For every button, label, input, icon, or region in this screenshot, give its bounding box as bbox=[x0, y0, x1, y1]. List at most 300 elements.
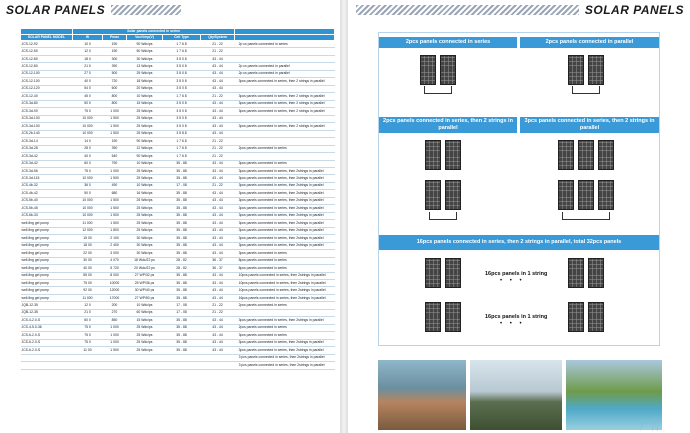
table-cell: 30 Wdc/ps bbox=[127, 235, 163, 242]
table-cell: 36 0 bbox=[73, 182, 103, 189]
solar-panel-icon bbox=[445, 180, 461, 210]
table-cell: 8pcs panels connected in series bbox=[235, 265, 335, 272]
table-cell: 390 bbox=[103, 63, 127, 70]
table-row bbox=[21, 55, 335, 62]
table-row bbox=[21, 115, 335, 122]
table-cell: 3pcs panels connected in series, then 2 strings in parallel bbox=[235, 108, 335, 115]
table-cell bbox=[201, 354, 235, 361]
table-cell: 1 000 bbox=[103, 339, 127, 346]
table-cell: 35 - 88 bbox=[163, 197, 201, 204]
table-cell: 35 - 88 bbox=[163, 220, 201, 227]
table-cell: 14 0 bbox=[73, 138, 103, 145]
table-cell: 43 - 44 bbox=[201, 332, 235, 339]
table-cell: 25 Wdc/ps bbox=[127, 332, 163, 339]
table-cell: 3 5 0 8 bbox=[163, 55, 201, 62]
table-cell: 3pcs panels connected in series, then 2 strings in parallel bbox=[235, 78, 335, 85]
table-cell bbox=[235, 138, 335, 145]
table-cell: 35 - 88 bbox=[163, 272, 201, 279]
table-row bbox=[21, 108, 335, 115]
table-cell: 21 - 22 bbox=[201, 153, 235, 160]
table-cell: 3 5 0 8 bbox=[163, 108, 201, 115]
table-cell: 10 000 bbox=[73, 115, 103, 122]
table-cell: 850 bbox=[103, 317, 127, 324]
ellipsis-dots: • • • bbox=[500, 278, 525, 284]
table-cell: 3 5 0 8 bbox=[163, 100, 201, 107]
table-cell: 3pcs panels connected in series bbox=[235, 250, 335, 257]
table-cell: JCS-6-2.0-S bbox=[21, 332, 73, 339]
table-cell: 10 Wdc/ps bbox=[127, 93, 163, 100]
table-cell: 75 00 bbox=[73, 280, 103, 287]
table-cell: 10 000 bbox=[73, 130, 103, 137]
table-cell: 43 - 44 bbox=[201, 175, 235, 182]
table-cell: 3 5 0 8 bbox=[163, 63, 201, 70]
table-cell: 10000 bbox=[103, 280, 127, 287]
table-row bbox=[21, 324, 335, 331]
table-cell: JCS-12-92 bbox=[21, 41, 73, 48]
header-top-1: Solar panels connected in series bbox=[73, 29, 235, 35]
table-cell: 30 WP/40 ps bbox=[127, 287, 163, 294]
table-cell: 3pcs panels connected in series, then 2strings in parallel bbox=[235, 205, 335, 212]
table-cell: 2p cs panels connected in parallel bbox=[235, 70, 335, 77]
table-cell: 18 00 bbox=[73, 242, 103, 249]
column-header: Voc/Vmp(V) bbox=[127, 35, 163, 41]
table-cell: 35 - 88 bbox=[163, 280, 201, 287]
table-cell: 17000 bbox=[103, 294, 127, 301]
table-cell: 43 - 44 bbox=[201, 190, 235, 197]
caption-16-series: 16pcs panels connected in series, then 2 strings in parallel, total 32pcs panels bbox=[379, 235, 659, 250]
solar-panel-icon bbox=[425, 258, 441, 288]
table-cell: 3pcs panels connected in series bbox=[235, 160, 335, 167]
table-cell: well-fing gel pump bbox=[21, 257, 73, 264]
table-cell: 75 0 bbox=[73, 339, 103, 346]
table-cell: 16pcs panels connected in series, then 2strings in parallel bbox=[235, 294, 335, 301]
table-cell: 12 0 bbox=[73, 302, 103, 309]
table-cell bbox=[163, 354, 201, 361]
table-cell: 43 - 44 bbox=[201, 205, 235, 212]
table-cell: 1 7 6 8 bbox=[163, 138, 201, 145]
solar-panel-icon bbox=[425, 302, 441, 332]
table-cell: 20 Wdc/ps bbox=[127, 85, 163, 92]
table-row bbox=[21, 317, 335, 324]
table-row bbox=[21, 93, 335, 100]
table-cell: 25 WP/36 ps bbox=[127, 280, 163, 287]
table-row bbox=[21, 190, 335, 197]
table-cell: 390 bbox=[103, 145, 127, 152]
table-cell: well-fing gel pump bbox=[21, 287, 73, 294]
table-cell: 3pcs panels connected in series, then 2 strings in parallel bbox=[235, 123, 335, 130]
table-cell: 3pcs panels connected in series, then 2strings in parallel bbox=[235, 242, 335, 249]
table-cell: well-fing gel pump bbox=[21, 242, 73, 249]
solar-panel-icon bbox=[578, 180, 594, 210]
table-cell: 10 000 bbox=[73, 197, 103, 204]
wire-icon bbox=[429, 212, 457, 220]
table-row bbox=[21, 362, 335, 369]
table-cell: 25 Wdc/ps bbox=[127, 130, 163, 137]
table-cell: 1 000 bbox=[103, 108, 127, 115]
left-header-title: SOLAR PANELS bbox=[6, 3, 106, 17]
column-header: SOLAR PANEL MODEL bbox=[21, 35, 73, 41]
table-cell: 60 0 bbox=[73, 160, 103, 167]
table-cell: JCS-4b-32 bbox=[21, 182, 73, 189]
solar-panel-icon bbox=[445, 140, 461, 170]
column-header: W bbox=[73, 35, 103, 41]
table-row bbox=[21, 287, 335, 294]
table-cell: 35 - 88 bbox=[163, 250, 201, 257]
table-cell: 10 Wdc/ps bbox=[127, 182, 163, 189]
table-cell: 27 WP/32 ps bbox=[127, 272, 163, 279]
table-cell: 43 - 44 bbox=[201, 78, 235, 85]
table-cell: 21 - 22 bbox=[201, 93, 235, 100]
string-label-2: 16pcs panels in 1 string bbox=[485, 314, 548, 320]
table-cell: 1 500 bbox=[103, 347, 127, 354]
table-cell: 3pcs panels connected in series, then 2strings in parallel bbox=[235, 190, 335, 197]
solar-panel-icon bbox=[598, 180, 614, 210]
solar-panel-icon bbox=[588, 258, 604, 288]
solar-water-tower-photo bbox=[470, 360, 562, 430]
table-cell: 1 000 bbox=[103, 332, 127, 339]
solar-panel-icon bbox=[445, 302, 461, 332]
table-row bbox=[21, 123, 335, 130]
table-cell: 10 000 bbox=[73, 205, 103, 212]
table-cell bbox=[21, 362, 73, 369]
table-cell: 21 0 bbox=[73, 309, 103, 316]
table-cell: 27 0 bbox=[73, 70, 103, 77]
specification-table bbox=[20, 28, 335, 370]
table-cell: 43 - 44 bbox=[201, 212, 235, 219]
table-cell: 190 bbox=[103, 48, 127, 55]
table-cell: 30 Wdc/ps bbox=[127, 242, 163, 249]
table-cell: 11 00 bbox=[73, 347, 103, 354]
table-cell: 50 Wdc/ps bbox=[127, 48, 163, 55]
table-cell: 3 000 bbox=[103, 250, 127, 257]
table-cell: 11 000 bbox=[73, 294, 103, 301]
solar-panel-icon bbox=[425, 140, 441, 170]
table-cell: well-fing gel pump bbox=[21, 294, 73, 301]
table-cell: well-fing gel pump bbox=[21, 235, 73, 242]
table-cell: 17 - 08 bbox=[163, 302, 201, 309]
table-cell: 1 500 bbox=[103, 130, 127, 137]
table-cell: 43 - 44 bbox=[201, 227, 235, 234]
table-cell: 43 - 44 bbox=[201, 100, 235, 107]
table-cell: 35 - 88 bbox=[163, 175, 201, 182]
table-cell: 43 - 44 bbox=[201, 220, 235, 227]
table-cell bbox=[73, 362, 103, 369]
table-cell: 18 Wdc/22 ps bbox=[127, 257, 163, 264]
right-header bbox=[348, 2, 690, 18]
table-cell: 3 5 0 8 bbox=[163, 78, 201, 85]
table-row bbox=[21, 197, 335, 204]
table-row bbox=[21, 205, 335, 212]
solar-panel-icon bbox=[568, 55, 584, 85]
caption-series-3-strings: 3pcs panels connected in series, then 2 strings in parallel bbox=[520, 117, 659, 133]
table-cell: 3pcs panels connected in series, then 2strings in parallel bbox=[235, 339, 335, 346]
table-cell: 3pcs panels connected in series, then 2 strings in parallel bbox=[235, 93, 335, 100]
table-cell: 43 - 44 bbox=[201, 123, 235, 130]
table-cell: 2 400 bbox=[103, 242, 127, 249]
table-cell: 21 - 22 bbox=[201, 41, 235, 48]
table-cell: 3pcs panels connected in series bbox=[235, 332, 335, 339]
table-row bbox=[21, 272, 335, 279]
table-cell: 10 Wdc/ps bbox=[127, 302, 163, 309]
table-cell: 21 0 bbox=[73, 63, 103, 70]
table-cell: JCS-12-120 bbox=[21, 85, 73, 92]
table-row bbox=[21, 265, 335, 272]
table-cell: 10 000 bbox=[73, 123, 103, 130]
table-cell: 10 0 bbox=[73, 41, 103, 48]
table-cell: 300 bbox=[103, 55, 127, 62]
table-cell: 1 000 bbox=[103, 324, 127, 331]
table-cell: 90 Wdc/ps bbox=[127, 138, 163, 145]
table-cell: JCS-3d-115 bbox=[21, 175, 73, 182]
solar-panel-icon bbox=[568, 302, 584, 332]
table-cell: 12000 bbox=[103, 287, 127, 294]
table-row bbox=[21, 138, 335, 145]
table-cell: 10 000 bbox=[73, 175, 103, 182]
table-cell: 540 bbox=[103, 153, 127, 160]
table-cell: 35 - 88 bbox=[163, 212, 201, 219]
table-cell: 35 - 88 bbox=[163, 294, 201, 301]
left-page bbox=[0, 0, 340, 433]
table-cell: JCS-3d-100 bbox=[21, 115, 73, 122]
table-cell: 12 Wdc/ps bbox=[127, 145, 163, 152]
table-row bbox=[21, 339, 335, 346]
table-row bbox=[21, 242, 335, 249]
table-cell: 43 - 44 bbox=[201, 235, 235, 242]
table-cell: 75 0 bbox=[73, 108, 103, 115]
table-cell: 3pcs panels connected in series, then 2 strings in parallel bbox=[235, 100, 335, 107]
table-cell bbox=[127, 362, 163, 369]
table-cell: JCS-6-2.0-S bbox=[21, 339, 73, 346]
table-cell: well-fing gel pump bbox=[21, 220, 73, 227]
solar-panel-icon bbox=[558, 180, 574, 210]
table-cell: JCS-6-2.0-S bbox=[21, 347, 73, 354]
table-cell: 25 Wdc/ps bbox=[127, 227, 163, 234]
table-cell: 1 000 bbox=[103, 167, 127, 174]
solar-panel-icon bbox=[558, 140, 574, 170]
table-cell bbox=[235, 153, 335, 160]
table-cell: 50 0 bbox=[73, 190, 103, 197]
table-cell: 1 500 bbox=[103, 123, 127, 130]
table-cell: 190 bbox=[103, 138, 127, 145]
table-row bbox=[21, 235, 335, 242]
table-cell: 21 - 22 bbox=[201, 145, 235, 152]
table-cell: 3 5 0 8 bbox=[163, 123, 201, 130]
table-cell: JCS-4-2.0-S bbox=[21, 317, 73, 324]
table-cell: 3pcs panels connected in series, then 2strings in parallel bbox=[235, 175, 335, 182]
left-header bbox=[0, 2, 200, 18]
table-cell: 43 - 44 bbox=[201, 108, 235, 115]
table-cell bbox=[127, 354, 163, 361]
table-cell: 2 100 bbox=[103, 235, 127, 242]
table-cell: 28 - 82 bbox=[163, 257, 201, 264]
table-cell: JCS-12-80 bbox=[21, 55, 73, 62]
table-cell: 43 - 44 bbox=[201, 287, 235, 294]
table-cell: 45 0 bbox=[73, 93, 103, 100]
table-cell: 800 bbox=[103, 100, 127, 107]
table-cell: 25 Wdc/ps bbox=[127, 70, 163, 77]
header-stripes bbox=[356, 5, 579, 15]
table-cell: 25 Wdc/ps bbox=[127, 197, 163, 204]
table-cell: JCS-4-5.0-36 bbox=[21, 324, 73, 331]
table-cell: 680 bbox=[103, 190, 127, 197]
table-cell: 90 Wdc/ps bbox=[127, 41, 163, 48]
table-cell: 43 - 44 bbox=[201, 130, 235, 137]
table-cell: 17 - 08 bbox=[163, 309, 201, 316]
table-row bbox=[21, 167, 335, 174]
table-cell: 2pcs panels connected in series bbox=[235, 324, 335, 331]
table-cell: 270 bbox=[103, 309, 127, 316]
table-cell: 35 - 88 bbox=[163, 190, 201, 197]
table-cell: 3pcs panels connected in series, then 2strings in parallel bbox=[235, 182, 335, 189]
table-cell: 2pcs panels connected in series bbox=[235, 302, 335, 309]
solar-panel-icon bbox=[588, 302, 604, 332]
table-cell bbox=[21, 354, 73, 361]
table-cell: 1 7 6 8 bbox=[163, 41, 201, 48]
table-cell: 21 - 22 bbox=[201, 138, 235, 145]
table-cell: well-fing gel pump bbox=[21, 227, 73, 234]
table-cell: 17 - 08 bbox=[163, 182, 201, 189]
table-cell: 16 Wdc/ps bbox=[127, 190, 163, 197]
table-cell: JCS-3d-56 bbox=[21, 167, 73, 174]
table-row bbox=[21, 85, 335, 92]
table-cell: 43 - 44 bbox=[201, 160, 235, 167]
table-cell bbox=[73, 354, 103, 361]
solar-panel-icon bbox=[568, 258, 584, 288]
table-cell: 21 - 22 bbox=[201, 48, 235, 55]
table-cell: JCS-6b-33 bbox=[21, 212, 73, 219]
table-cell: 12 000 bbox=[73, 227, 103, 234]
table-cell: 22 00 bbox=[73, 250, 103, 257]
table-cell: JCS-4b-42 bbox=[21, 190, 73, 197]
table-cell: JCS-3d-100 bbox=[21, 123, 73, 130]
table-cell: 30 00 bbox=[73, 257, 103, 264]
children-at-water-pump-photo bbox=[378, 360, 466, 430]
table-row bbox=[21, 302, 335, 309]
table-cell: 36 - 37 bbox=[201, 265, 235, 272]
table-cell: 3pcs panels connected in series, then 2strings in parallel bbox=[235, 212, 335, 219]
table-cell: 55 00 bbox=[73, 272, 103, 279]
table-cell: 25 Wdc/ps bbox=[127, 167, 163, 174]
table-cell: JCS-5b-40 bbox=[21, 197, 73, 204]
table-cell: 30 Wdc/ps bbox=[127, 250, 163, 257]
table-cell: 25 Wdc/ps bbox=[127, 324, 163, 331]
table-cell: 25 Wdc/ps bbox=[127, 115, 163, 122]
table-cell: 40 0 bbox=[73, 78, 103, 85]
table-cell: well-fing gel pump bbox=[21, 265, 73, 272]
table-cell bbox=[235, 130, 335, 137]
table-cell: JCS-12-50 bbox=[21, 48, 73, 55]
table-cell: 50 0 bbox=[73, 100, 103, 107]
table-cell: 3pcs panels connected in series, then 2strings in parallel bbox=[235, 347, 335, 354]
table-cell: 28 - 82 bbox=[163, 265, 201, 272]
table-cell: 1 500 bbox=[103, 205, 127, 212]
table-cell: JCS-3d-42 bbox=[21, 160, 73, 167]
table-cell: 1 7 6 8 bbox=[163, 145, 201, 152]
table-cell: 8pcs panels connected in series bbox=[235, 257, 335, 264]
table-cell: 720 bbox=[103, 78, 127, 85]
table-cell: 25 Wdc/ps bbox=[127, 220, 163, 227]
table-cell bbox=[163, 362, 201, 369]
right-header-title: SOLAR PANELS bbox=[584, 3, 684, 17]
table-cell: 15 00 bbox=[73, 235, 103, 242]
table-row bbox=[21, 309, 335, 316]
table-cell: 2pcs panels connected in series bbox=[235, 145, 335, 152]
table-cell: 60 0 bbox=[73, 317, 103, 324]
table-cell: 3pcs panels connected in series, then 2strings in parallel bbox=[235, 220, 335, 227]
table-cell: 3pcs panels connected in series, then 2strings in parallel bbox=[235, 235, 335, 242]
table-cell: 10pcs panels connected in series, then 2strings in parallel bbox=[235, 280, 335, 287]
wire-icon bbox=[572, 86, 600, 94]
solar-panel-icon bbox=[588, 55, 604, 85]
table-cell: 1 7 6 8 bbox=[163, 93, 201, 100]
table-cell: 190 bbox=[103, 41, 127, 48]
table-cell: 1 500 bbox=[103, 197, 127, 204]
page-gutter bbox=[340, 0, 348, 433]
table-cell: 8 000 bbox=[103, 272, 127, 279]
ellipsis-dots: • • • bbox=[500, 321, 525, 327]
table-row bbox=[21, 220, 335, 227]
table-cell: JCS-12-40 bbox=[21, 93, 73, 100]
table-cell: 27 WP/50 ps bbox=[127, 294, 163, 301]
table-cell: 35 - 88 bbox=[163, 242, 201, 249]
table-cell: 75 0 bbox=[73, 332, 103, 339]
table-cell: JQB-12-35 bbox=[21, 309, 73, 316]
table-cell: 43 - 44 bbox=[201, 280, 235, 287]
table-cell: 35 - 88 bbox=[163, 235, 201, 242]
table-cell: 35 - 88 bbox=[163, 227, 201, 234]
table-cell: 21 - 22 bbox=[201, 302, 235, 309]
wire-icon bbox=[562, 212, 610, 220]
table-row bbox=[21, 160, 335, 167]
table-cell: 43 - 44 bbox=[201, 115, 235, 122]
table-cell: 35 - 88 bbox=[163, 287, 201, 294]
table-cell: 43 - 44 bbox=[201, 70, 235, 77]
watermark: 广告 bbox=[640, 422, 660, 433]
table-cell: 25 Wdc/ps bbox=[127, 212, 163, 219]
table-cell: 3pcs panels connected in series, then 2strings in parallel bbox=[235, 227, 335, 234]
table-cell: JCS-3d-90 bbox=[21, 108, 73, 115]
table-cell: 1 500 bbox=[103, 212, 127, 219]
caption-series-2-strings: 2pcs panels connected in series, then 2 strings in parallel bbox=[379, 117, 517, 133]
table-cell: JCS-12-100 bbox=[21, 70, 73, 77]
table-row bbox=[21, 70, 335, 77]
table-cell: 43 - 44 bbox=[201, 339, 235, 346]
table-cell bbox=[235, 55, 335, 62]
table-cell: 1 7 6 8 bbox=[163, 48, 201, 55]
table-cell: 10pcs panels connected in series, then 2strings in parallel bbox=[235, 287, 335, 294]
table-cell: 15 Wdc/ps bbox=[127, 100, 163, 107]
table-row bbox=[21, 175, 335, 182]
table-cell: 3pcs panels connected in series, then 2strings in parallel bbox=[235, 167, 335, 174]
table-cell: 35 - 88 bbox=[163, 347, 201, 354]
table-cell: 35 - 88 bbox=[163, 324, 201, 331]
table-cell: 3pcs panels connected in series, then 2strings in parallel bbox=[235, 317, 335, 324]
table-cell: 2p cs panels connected in series bbox=[235, 41, 335, 48]
table-cell: 1 500 bbox=[103, 115, 127, 122]
table-cell: 43 - 44 bbox=[201, 324, 235, 331]
table-cell: 25 Wdc/ps bbox=[127, 123, 163, 130]
table-cell: 5 720 bbox=[103, 265, 127, 272]
table-cell: 75 0 bbox=[73, 167, 103, 174]
table-row bbox=[21, 347, 335, 354]
table-cell: 10 000 bbox=[73, 212, 103, 219]
table-row bbox=[21, 227, 335, 234]
table-row bbox=[21, 100, 335, 107]
table-cell: 15 Wdc/ps bbox=[127, 317, 163, 324]
table-row bbox=[21, 257, 335, 264]
table-row bbox=[21, 63, 335, 70]
table-row bbox=[21, 145, 335, 152]
